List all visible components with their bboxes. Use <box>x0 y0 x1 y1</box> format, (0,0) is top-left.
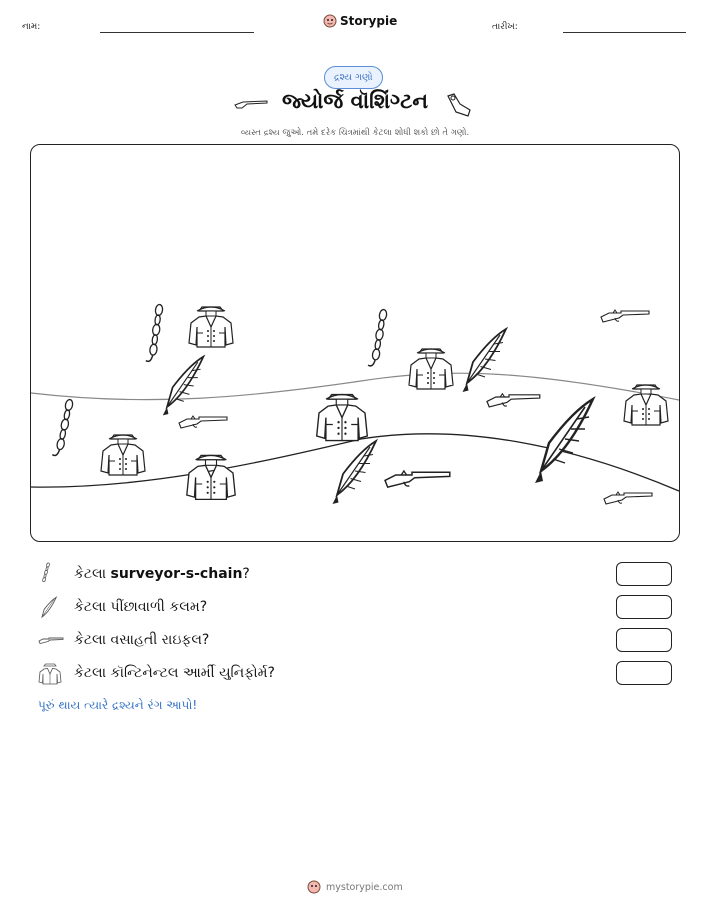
title-tool-icon <box>444 90 474 120</box>
rifle-item <box>604 492 652 504</box>
rifle-item <box>179 416 227 428</box>
quill-item <box>163 357 204 416</box>
brand-logo <box>323 14 397 28</box>
answer-box[interactable] <box>616 595 672 619</box>
page-title: જ્યોર્જ વૉશિંગ્ટન <box>282 89 428 113</box>
count-scene <box>30 144 680 542</box>
quill-item <box>535 399 593 483</box>
chain-item <box>368 309 387 368</box>
brand-name: Storypie <box>340 14 398 28</box>
answer-box[interactable] <box>616 628 672 652</box>
uniform-item <box>101 435 145 475</box>
date-line[interactable] <box>563 32 686 33</box>
scene-illustration <box>31 145 679 541</box>
mascot-icon <box>307 880 321 894</box>
chain-item <box>146 304 163 363</box>
site-footer <box>307 880 403 894</box>
rifle-icon <box>38 634 64 646</box>
question-row <box>38 561 672 587</box>
quill-item <box>463 329 507 392</box>
question-text: કેટલા surveyor-s-chain? <box>74 566 250 582</box>
instructions: વ્યસ્ત દ્રશ્ય જુઓ. તમે દરેક ચિત્રમાંથી કેટલા શોધી શકો છો તે ગણો. <box>240 128 470 138</box>
name-label: નામ: <box>22 22 41 32</box>
mascot-icon <box>323 14 337 28</box>
question-text: કેટલા પીંછાવાળી કલમ? <box>74 599 208 615</box>
uniform-icon <box>38 660 62 686</box>
date-label: તારીખ: <box>492 22 518 32</box>
question-row <box>38 594 672 620</box>
rifle-item <box>601 310 649 322</box>
chain-icon <box>38 562 58 586</box>
chain-item <box>52 398 73 457</box>
question-text: કેટલા વસાહતી રાઇફલ? <box>74 632 210 648</box>
color-instruction: પૂરું થાય ત્યારે દ્રશ્યને રંગ આપો! <box>38 698 198 712</box>
quill-icon <box>38 595 58 619</box>
question-row <box>38 627 672 653</box>
uniform-item <box>317 395 368 441</box>
answer-box[interactable] <box>616 661 672 685</box>
title-rifle-icon <box>233 96 269 110</box>
uniform-item <box>189 307 233 347</box>
quill-item <box>333 441 377 504</box>
activity-badge: દ્રશ્ય ગણો <box>324 66 383 89</box>
answer-box[interactable] <box>616 562 672 586</box>
question-text: કેટલા કૉન્ટિનેન્ટલ આર્મી યુનિફોર્મ? <box>74 665 275 681</box>
name-line[interactable] <box>100 32 254 33</box>
question-row <box>38 660 672 686</box>
uniform-item <box>409 349 453 389</box>
rifle-item <box>385 471 450 487</box>
uniform-item <box>187 455 235 499</box>
rifle-item <box>487 394 540 407</box>
site-url[interactable]: mystorypie.com <box>326 881 403 893</box>
